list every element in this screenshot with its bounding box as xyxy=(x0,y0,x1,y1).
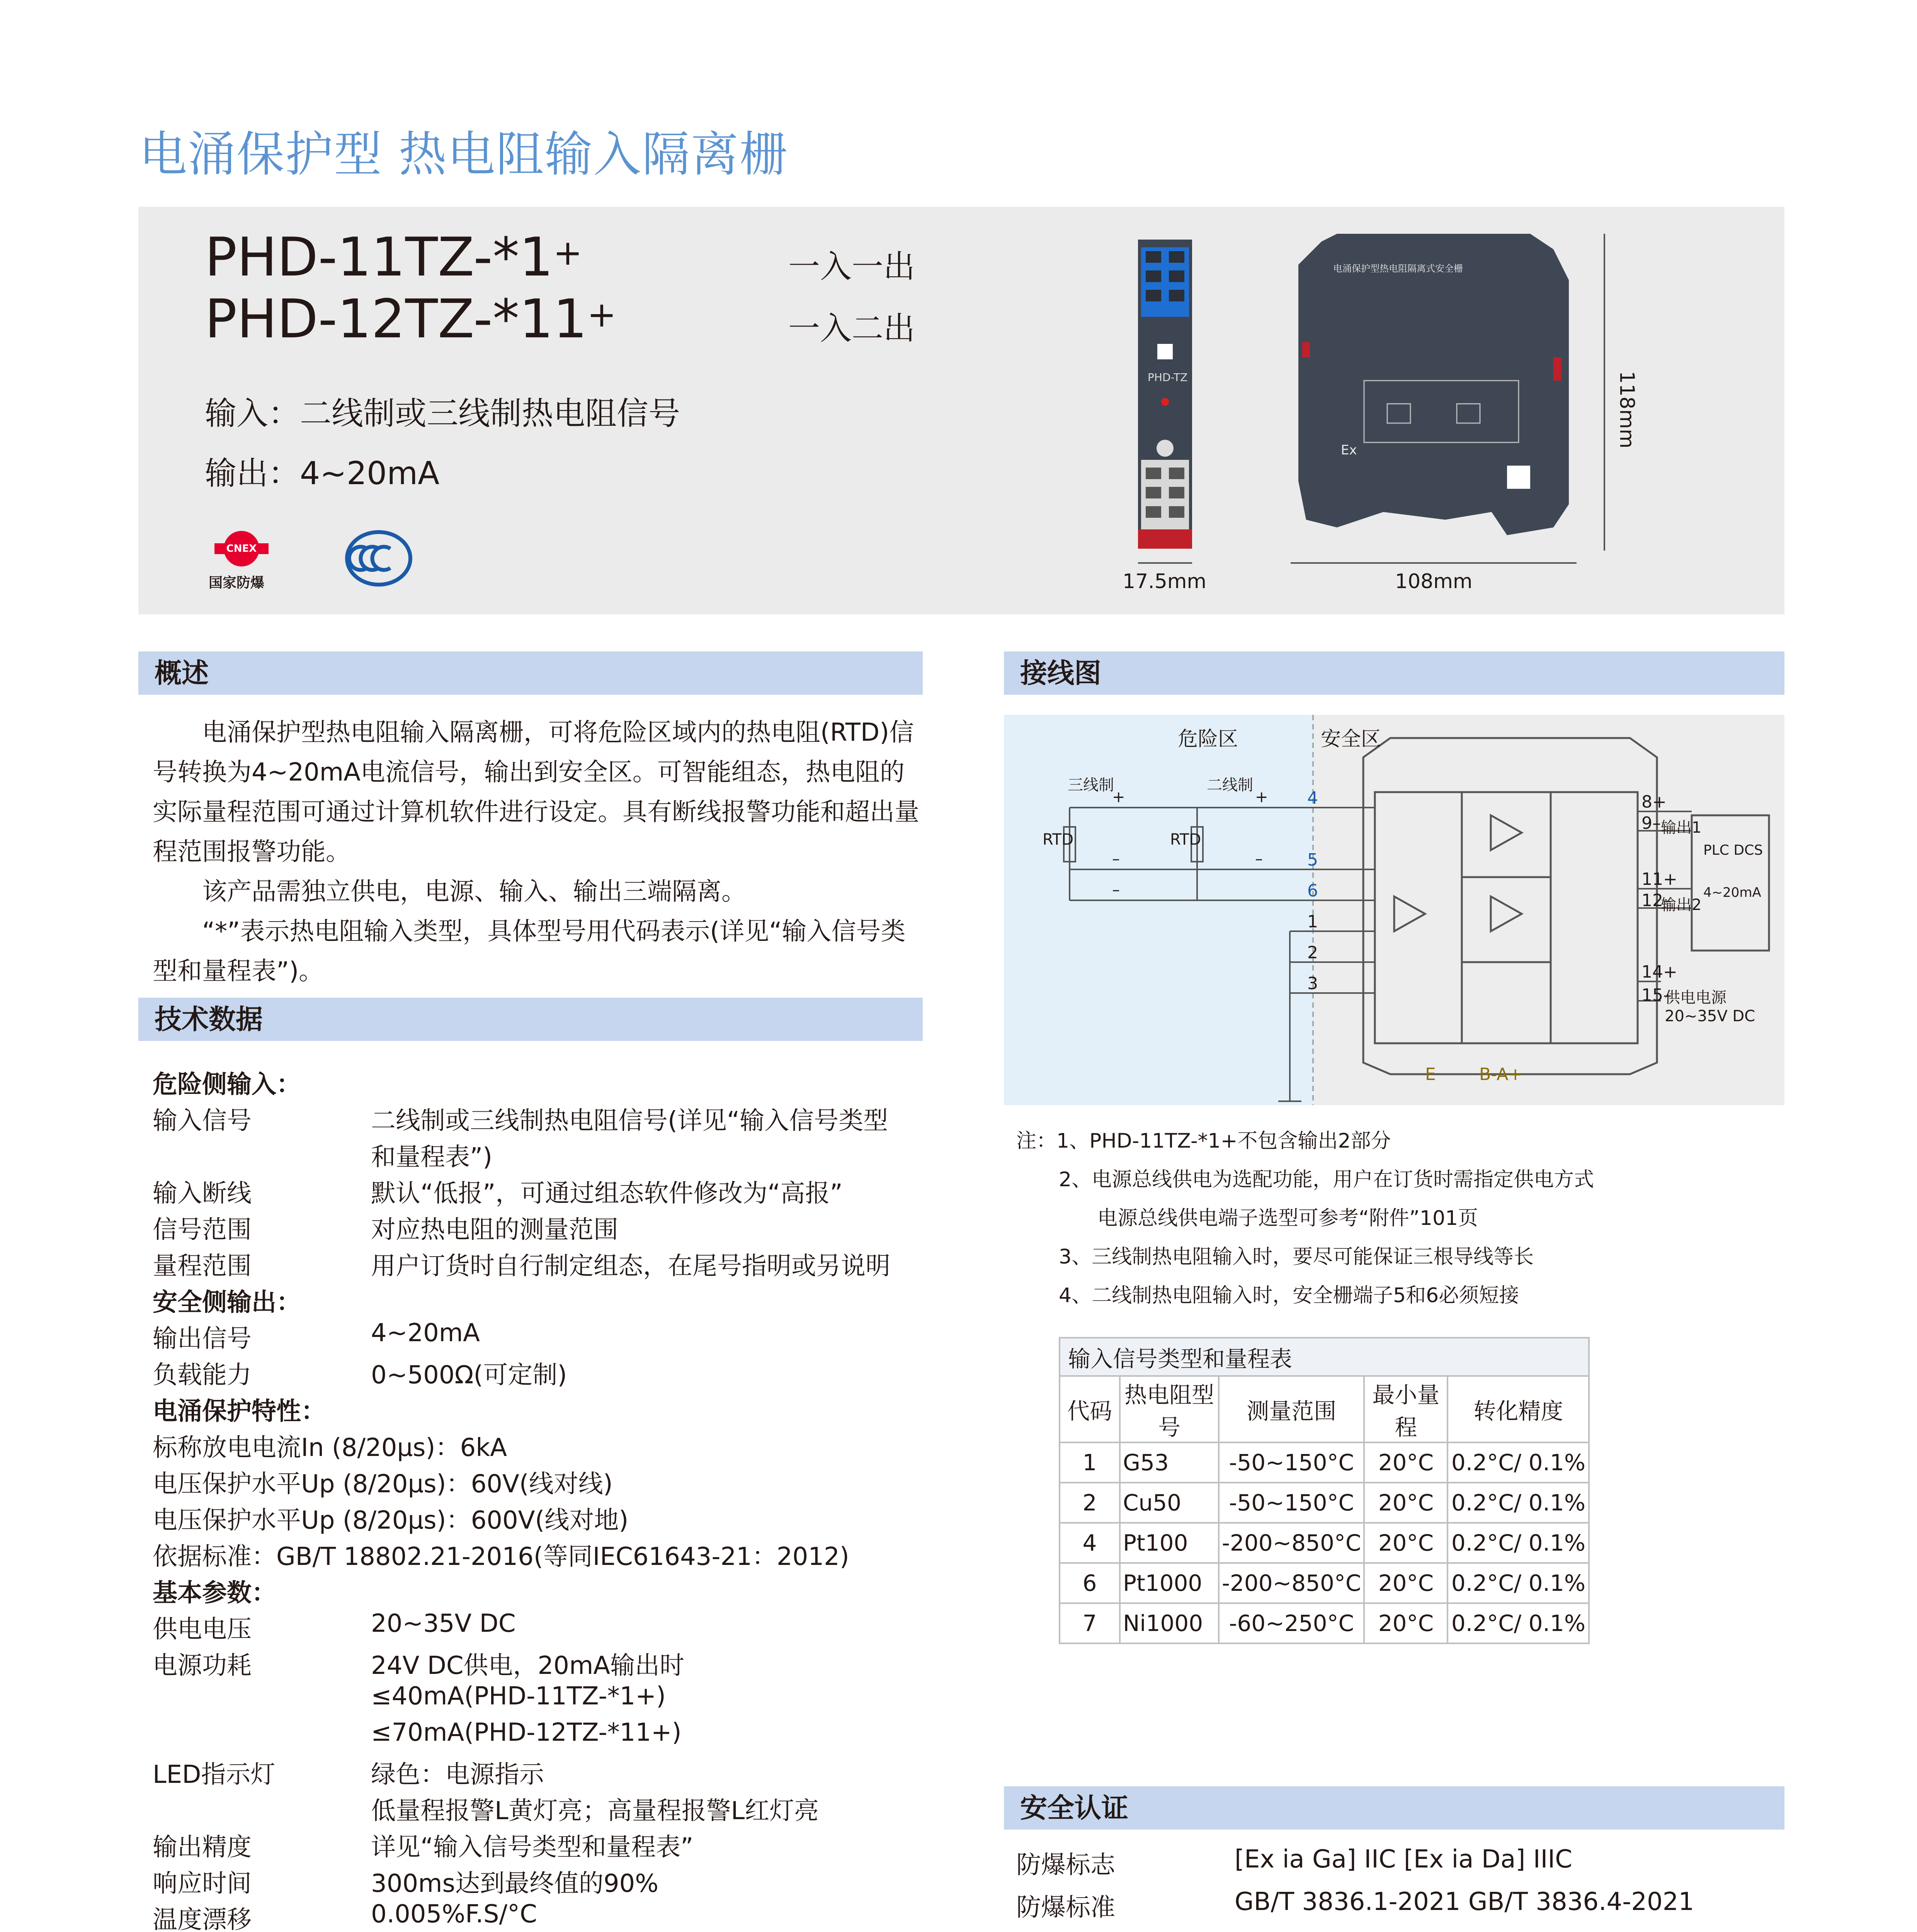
overview-heading: 概述 xyxy=(138,651,923,695)
safety-row-label: 防爆标准 xyxy=(1016,1893,1115,1922)
range-header-acc: 转化精度 xyxy=(1448,1376,1589,1442)
note-2: 2、电源总线供电为选配功能，用户在订货时需指定供电方式 xyxy=(1059,1168,1594,1191)
tech-row-label: 响应时间 xyxy=(153,1869,252,1898)
tech-row-label: 安全侧输出： xyxy=(153,1288,301,1317)
tech-row-value: 和量程表”) xyxy=(371,1143,493,1172)
tech-row-value: 低量程报警L黄灯亮；高量程报警L红灯亮 xyxy=(371,1797,819,1825)
model-1-tag: 一入一出 xyxy=(788,248,915,285)
safety-row-value xyxy=(1235,1930,1796,1932)
wiring-ba: B-A+ xyxy=(1479,1065,1523,1084)
tech-row-value: 用户订货时自行制定组态，在尾号指明或另说明 xyxy=(371,1252,890,1281)
page-title: 电涌保护型 热电阻输入隔离栅 xyxy=(139,127,788,182)
tech-row-label: 电压保护水平Up (8/20μs)：600V(线对地) xyxy=(153,1506,629,1535)
overview-paragraph-1: 电涌保护型热电阻输入隔离栅，可将危险区域内的热电阻(RTD)信号转换为4~20mA电流信号，输出到安全区。可智能组态，热电阻的实际量程范围可通过计算机软件进行设定。具有断线报警功能和超出量程范围报警功能。 xyxy=(153,718,919,866)
tech-row-label: 供电电压 xyxy=(153,1615,252,1644)
dim-side-text: 108mm xyxy=(1395,570,1473,593)
wiring-plc: PLC DCS xyxy=(1703,842,1763,858)
output-line: 输出：4~20mA xyxy=(205,455,440,492)
range-table-row xyxy=(1060,1442,1589,1483)
wiring-minus-1: – xyxy=(1112,850,1120,868)
model-1: PHD-11TZ-*1+ xyxy=(205,226,583,288)
dim-front-text: 17.5mm xyxy=(1123,570,1207,593)
wiring-plus-1: + xyxy=(1112,788,1125,806)
tech-row-label: 输入信号 xyxy=(153,1107,252,1135)
note-1: 注：1、PHD-11TZ-*1+不包含输出2部分 xyxy=(1016,1129,1391,1153)
product-side-image xyxy=(1291,234,1577,551)
range-table-cell: 4 xyxy=(1060,1523,1120,1563)
dim-front-line xyxy=(1138,562,1192,564)
safety-row-label xyxy=(1016,1930,1171,1932)
range-table-cell: Pt1000 xyxy=(1120,1563,1219,1603)
wiring-e: E xyxy=(1425,1065,1436,1084)
terminal-9: 9– xyxy=(1641,813,1661,833)
tech-row-value: 对应热电阻的测量范围 xyxy=(371,1216,618,1244)
wiring-minus-3: – xyxy=(1255,850,1263,868)
ccc-logo xyxy=(344,529,413,589)
tech-row-label: 输出精度 xyxy=(153,1833,252,1862)
range-table-cell: 6 xyxy=(1060,1563,1120,1603)
range-table-cell: -50~150°C xyxy=(1219,1442,1364,1483)
range-table-cell: 1 xyxy=(1060,1442,1120,1483)
side-ex-label: Ex xyxy=(1341,442,1357,458)
range-header-range: 测量范围 xyxy=(1219,1376,1364,1442)
wiring-three-wire: 三线制 xyxy=(1068,776,1114,794)
wiring-minus-2: – xyxy=(1112,881,1120,899)
tech-row-label: 标称放电电流In (8/20μs)：6kA xyxy=(153,1434,507,1462)
range-table-cell: Ni1000 xyxy=(1120,1603,1219,1643)
tech-heading: 技术数据 xyxy=(138,998,923,1041)
tech-row-label: 危险侧输入： xyxy=(153,1070,301,1099)
product-front-image xyxy=(1138,240,1192,549)
range-table-cell: 0.2°C/ 0.1% xyxy=(1448,1563,1589,1603)
terminal-1: 1 xyxy=(1307,912,1318,932)
range-table-cell: 7 xyxy=(1060,1603,1120,1643)
tech-row-label: 量程范围 xyxy=(153,1252,252,1281)
tech-row-value: ≤40mA(PHD-11TZ-*1+) xyxy=(371,1682,666,1711)
tech-row-label: 电涌保护特性： xyxy=(153,1397,326,1426)
tech-row-value: ≤70mA(PHD-12TZ-*11+) xyxy=(371,1718,682,1747)
range-table-cell: -60~250°C xyxy=(1219,1603,1364,1643)
tech-row-label: 输入断线 xyxy=(153,1179,252,1208)
dim-side-line xyxy=(1291,562,1577,564)
tech-row-value: 0.005%F.S/°C xyxy=(371,1900,537,1929)
tech-row-label: 温度漂移 xyxy=(153,1906,252,1932)
tech-row-value: 详见“输入信号类型和量程表” xyxy=(371,1833,694,1862)
tech-row-label: LED指示灯 xyxy=(153,1760,276,1789)
range-table-wrap xyxy=(1059,1337,1590,1644)
range-table-cell: Cu50 xyxy=(1120,1483,1219,1523)
note-3: 3、三线制热电阻输入时，要尽可能保证三根导线等长 xyxy=(1059,1245,1534,1269)
model-2: PHD-12TZ-*11+ xyxy=(205,288,616,350)
range-table-cell: G53 xyxy=(1120,1442,1219,1483)
terminal-11: 11+ xyxy=(1641,869,1677,889)
front-label: PHD-TZ xyxy=(1148,371,1188,384)
safety-row-value: [Ex ia Ga] IIC [Ex ia Da] IIIC xyxy=(1235,1845,1572,1874)
wiring-rtd-1: RTD xyxy=(1043,831,1074,849)
input-line: 输入：二线制或三线制热电阻信号 xyxy=(205,395,680,432)
safety-heading: 安全认证 xyxy=(1004,1786,1784,1830)
wiring-diagram xyxy=(1004,715,1784,1105)
terminal-3: 3 xyxy=(1307,974,1318,993)
terminal-15: 15– xyxy=(1641,985,1672,1005)
wiring-two-wire: 二线制 xyxy=(1207,776,1253,794)
range-table-cell: 20°C xyxy=(1364,1483,1448,1523)
safety-row-label: 防爆标志 xyxy=(1016,1851,1115,1879)
wiring-rtd-2: RTD xyxy=(1170,831,1201,849)
note-2b: 电源总线供电端子选型可参考“附件”101页 xyxy=(1097,1207,1478,1230)
wiring-safe-label: 安全区 xyxy=(1321,728,1381,751)
tech-row-label: 基本参数： xyxy=(153,1579,276,1607)
wiring-heading: 接线图 xyxy=(1004,651,1784,695)
tech-row-value: 300ms达到最终值的90% xyxy=(371,1869,659,1898)
terminal-4: 4 xyxy=(1307,788,1318,808)
tech-row-value: 24V DC供电，20mA输出时 xyxy=(371,1651,685,1680)
terminal-6: 6 xyxy=(1307,881,1318,901)
tech-row-value: 0~500Ω(可定制) xyxy=(371,1361,567,1389)
range-table-cell: Pt100 xyxy=(1120,1523,1219,1563)
tech-row-value: 4~20mA xyxy=(371,1319,480,1347)
range-table-cell: -200~850°C xyxy=(1219,1563,1364,1603)
range-table-cell: 20°C xyxy=(1364,1563,1448,1603)
tech-row-label: 依据标准：GB/T 18802.21-2016(等同IEC61643-21：2012) xyxy=(153,1543,849,1571)
range-table-row xyxy=(1060,1523,1589,1563)
overview-paragraph-2: 该产品需独立供电，电源、输入、输出三端隔离。 xyxy=(202,878,746,906)
range-header-code: 代码 xyxy=(1060,1376,1120,1442)
tech-row-label: 电源功耗 xyxy=(153,1651,252,1680)
note-4: 4、二线制热电阻输入时，安全栅端子5和6必须短接 xyxy=(1059,1284,1519,1307)
model-2-tag: 一入二出 xyxy=(788,310,915,347)
safety-row-value: GB/T 3836.1-2021 GB/T 3836.4-2021 xyxy=(1235,1888,1694,1916)
wiring-current: 4~20mA xyxy=(1703,885,1761,900)
tech-row-label: 电压保护水平Up (8/20μs)：60V(线对线) xyxy=(153,1470,613,1498)
svg-text:CNEX: CNEX xyxy=(226,543,257,554)
range-table-cell: -50~150°C xyxy=(1219,1483,1364,1523)
cnex-caption: 国家防爆 xyxy=(209,575,265,591)
wiring-power: 供电电源20~35V DC xyxy=(1665,989,1755,1025)
range-table-body xyxy=(1060,1442,1589,1643)
range-table-cell: 20°C xyxy=(1364,1603,1448,1643)
range-table-row xyxy=(1060,1483,1589,1523)
wiring-hazard-label: 危险区 xyxy=(1178,728,1238,751)
terminal-14: 14+ xyxy=(1641,962,1677,982)
tech-row-value: 绿色：电源指示 xyxy=(371,1760,544,1789)
tech-row-label: 负载能力 xyxy=(153,1361,252,1389)
terminal-5: 5 xyxy=(1307,850,1318,870)
range-table-cell: 0.2°C/ 0.1% xyxy=(1448,1483,1589,1523)
range-table-row xyxy=(1060,1563,1589,1603)
range-table-cell: 20°C xyxy=(1364,1442,1448,1483)
range-table-cell: 0.2°C/ 0.1% xyxy=(1448,1523,1589,1563)
range-table xyxy=(1059,1337,1590,1644)
tech-row-value: 二线制或三线制热电阻信号(详见“输入信号类型 xyxy=(371,1107,888,1135)
range-table-row xyxy=(1060,1603,1589,1643)
overview-paragraph-3: “*”表示热电阻输入类型，具体型号用代码表示(详见“输入信号类型和量程表”)。 xyxy=(153,917,906,986)
range-table-caption: 输入信号类型和量程表 xyxy=(1060,1338,1589,1376)
dim-height-text: 118mm xyxy=(1615,371,1638,449)
terminal-2: 2 xyxy=(1307,943,1318,963)
range-table-cell: 0.2°C/ 0.1% xyxy=(1448,1442,1589,1483)
tech-row-label: 信号范围 xyxy=(153,1216,252,1244)
range-table-cell: 2 xyxy=(1060,1483,1120,1523)
tech-row-value: 默认“低报”，可通过组态软件修改为“高报” xyxy=(371,1179,843,1208)
terminal-12: 12– xyxy=(1641,891,1672,910)
cnex-logo xyxy=(214,529,269,568)
tech-row-value: 20~35V DC xyxy=(371,1609,516,1638)
range-header-min: 最小量程 xyxy=(1364,1376,1448,1442)
wiring-out2: 输出2 xyxy=(1661,896,1702,914)
side-label: 电涌保护型热电阻隔离式安全栅 xyxy=(1333,263,1463,274)
tech-row-label: 输出信号 xyxy=(153,1325,252,1353)
range-table-cell: 20°C xyxy=(1364,1523,1448,1563)
range-table-cell: -200~850°C xyxy=(1219,1523,1364,1563)
range-header-type: 热电阻型号 xyxy=(1120,1376,1219,1442)
terminal-8: 8+ xyxy=(1641,792,1667,812)
range-table-cell: 0.2°C/ 0.1% xyxy=(1448,1603,1589,1643)
wiring-plus-2: + xyxy=(1255,788,1268,806)
wiring-out1: 输出1 xyxy=(1661,819,1702,837)
